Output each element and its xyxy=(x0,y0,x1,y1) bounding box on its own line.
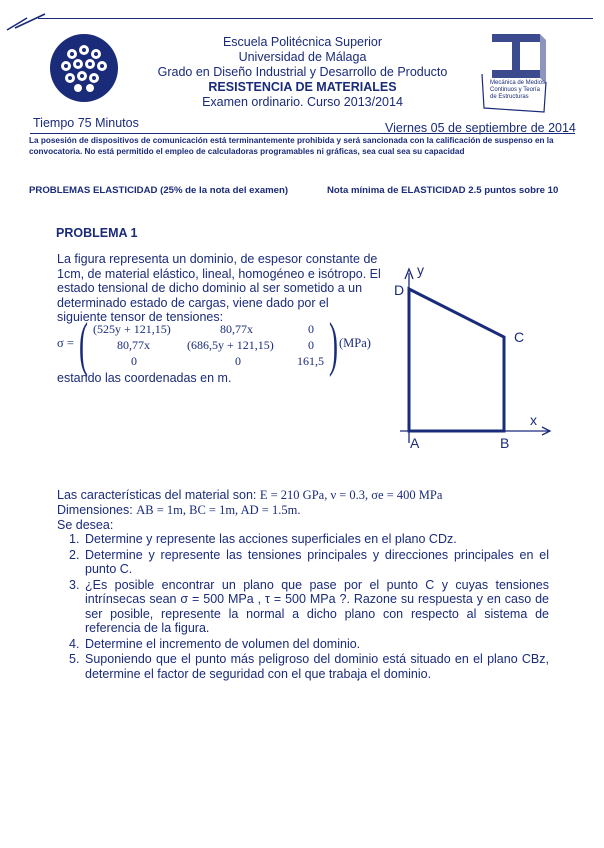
device-warning: La posesión de dispositivos de comunicación está terminantemente prohibida y será sancionada con la calificación de suspenso en la convocatoria. No está permitido el empleo de calculadoras programables ni gráficas, sea cual sea su capacidad xyxy=(29,136,554,156)
university-logo-icon xyxy=(48,32,120,104)
matrix-cell-21: 80,77x xyxy=(117,338,150,352)
dimensions xyxy=(57,503,557,518)
x-axis-label: x xyxy=(530,412,537,428)
point-C-label: C xyxy=(514,329,525,345)
question-number: 1. xyxy=(69,532,80,546)
exam-date: Viernes 05 de septiembre de 2014 xyxy=(385,121,576,135)
matrix-cell-31: 0 xyxy=(131,354,137,368)
degree-name: Grado en Diseño Industrial y Desarrollo de Producto xyxy=(157,65,448,79)
matrix-cell-33: 161,5 xyxy=(297,354,324,368)
exam-name: Examen ordinario. Curso 2013/2014 xyxy=(202,95,403,109)
matrix-cell-22: (686,5y + 121,15) xyxy=(187,338,274,352)
list-item xyxy=(57,548,549,577)
question-number: 5. xyxy=(69,652,80,666)
meta-rule xyxy=(30,133,575,134)
section-title: PROBLEMAS ELASTICIDAD (25% de la nota del examen) xyxy=(29,185,289,196)
point-D-label: D xyxy=(394,282,405,298)
point-B-label: B xyxy=(500,435,510,451)
question-number: 2. xyxy=(69,547,80,562)
section-minimum-grade: Nota mínima de ELASTICIDAD 2.5 puntos sobre 10 xyxy=(327,185,559,196)
sigma-symbol: σ = xyxy=(57,336,74,350)
material-properties-label: Las características del material son: xyxy=(57,488,257,502)
school-name: Escuela Politécnica Superior xyxy=(222,35,383,49)
question-text: Determine el incremento de volumen del dominio. xyxy=(85,636,361,651)
matrix-cell-23: 0 xyxy=(308,338,314,352)
material-properties-values: E = 210 GPa, ν = 0.3, σe = 400 MPa xyxy=(259,488,443,502)
dimensions-label: Dimensiones: xyxy=(57,503,133,517)
problem-intro: La figura representa un dominio, de espesor constante de 1cm, de material elástico, lineal, homogéneo e isótropo. El estado tensional de dicho dominio al ser sometido a un determinado estado de cargas, viene dado por el siguiente tensor de tensiones: xyxy=(57,252,381,324)
problem-title: PROBLEMA 1 xyxy=(56,226,138,240)
university-name: Universidad de Málaga xyxy=(238,50,367,64)
matrix-cell-32: 0 xyxy=(235,354,241,368)
task-intro: Se desea: xyxy=(57,518,114,532)
question-number: 3. xyxy=(69,577,80,592)
point-A-label: A xyxy=(410,435,420,451)
top-rule xyxy=(38,18,593,19)
exam-time: Tiempo 75 Minutos xyxy=(33,116,139,130)
department-beam-logo-icon xyxy=(478,30,550,114)
dimensions-values: AB = 1m, BC = 1m, AD = 1.5m. xyxy=(136,503,301,517)
list-item xyxy=(57,578,549,636)
list-item xyxy=(57,532,549,547)
question-text: Suponiendo que el punto más peligroso del dominio está situado en el plano CBz, determine el factor de seguridad con el que trabaja el dominio. xyxy=(85,652,549,681)
list-item xyxy=(57,652,549,681)
matrix-cell-13: 0 xyxy=(308,322,314,336)
domain-outline xyxy=(409,289,504,431)
material-properties xyxy=(57,488,557,503)
subject-name: RESISTENCIA DE MATERIALES xyxy=(208,80,397,94)
tensor-units: (MPa) xyxy=(339,336,371,350)
domain-figure xyxy=(380,255,580,470)
question-list xyxy=(57,532,549,682)
question-number: 4. xyxy=(69,636,80,651)
coordinates-note: estando las coordenadas en m. xyxy=(57,371,232,385)
matrix-cell-12: 80,77x xyxy=(220,322,253,336)
stress-tensor xyxy=(57,311,387,377)
matrix-cell-11: (525y + 121,15) xyxy=(93,322,171,336)
department-logo-text: Mecánica de Medios Continuos y Teoría de Estructuras xyxy=(490,80,546,100)
matrix-left-paren: ( xyxy=(79,311,88,377)
question-text: Determine y represente las acciones superficiales en el plano CDz. xyxy=(85,532,457,546)
y-axis-label: y xyxy=(417,262,424,278)
matrix-right-paren: ) xyxy=(329,311,338,377)
question-text: ¿Es posible encontrar un plano que pase por el punto C y cuyas tensiones intrínsecas sean σ = 500 MPa , τ = 500 MPa ?. Razone su respuesta y en caso de ser posible, represente la normal a dicho plano con respecto al sistema de referencia de la figura. xyxy=(85,577,549,635)
question-text: Determine y represente las tensiones principales y direcciones principales en el punto C. xyxy=(85,547,549,576)
list-item xyxy=(57,637,549,652)
